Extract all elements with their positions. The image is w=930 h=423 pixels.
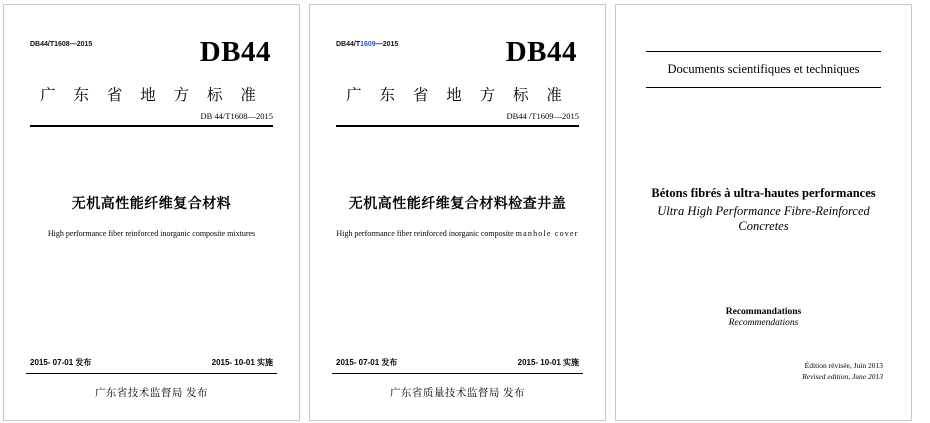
document-subtitle-spaced: manhole cover: [515, 229, 579, 238]
edition-info: [802, 361, 883, 382]
standard-code-top-prefix: DB44/T: [336, 41, 361, 48]
issue-date: 2015- 07-01 发布: [336, 358, 398, 367]
document-kind-fr: Recommandations: [725, 307, 802, 317]
header-divider: [30, 125, 273, 127]
publication-dates: [336, 357, 579, 368]
standard-series-title: 广 东 省 地 方 标 准: [346, 87, 569, 104]
edition-fr: Édition révisée, Juin 2013: [804, 361, 883, 370]
document-cover-db44-1608[interactable]: [3, 4, 300, 421]
effective-date: 2015- 10-01 实施: [211, 358, 273, 367]
publication-dates: [30, 357, 273, 368]
document-title: 无机高性能纤维复合材料检查井盖: [348, 197, 567, 212]
publisher-line: 广东省技术监督局 发布: [94, 388, 209, 399]
document-kind-en: Recommendations: [728, 318, 799, 328]
document-title-en: Ultra High Performance Fibre-Reinforced Concretes: [657, 204, 870, 233]
publisher-line: 广东省质量技术监督局 发布: [389, 388, 526, 399]
standard-code-top-suffix: —2015: [375, 41, 399, 48]
footer-divider: [26, 373, 277, 374]
standard-code-top-text: DB44/T1608—2015: [30, 41, 93, 48]
db44-logo: DB44: [199, 36, 271, 68]
standard-number: DB 44/T1608—2015: [200, 111, 273, 121]
db44-logo: DB44: [505, 36, 577, 68]
document-subtitle: [336, 229, 579, 238]
document-cover-db44-1609[interactable]: [309, 4, 606, 421]
document-title: 无机高性能纤维复合材料: [71, 197, 232, 212]
effective-date: 2015- 10-01 实施: [517, 358, 579, 367]
edition-en: Revised edition, June 2013: [802, 371, 883, 381]
header-top-divider: [646, 51, 881, 52]
document-cover-uhpfrc-recommendations[interactable]: [615, 4, 912, 421]
issue-date: 2015- 07-01 发布: [30, 358, 92, 367]
standard-series-title: 广 东 省 地 方 标 准: [40, 87, 263, 104]
header-divider: [336, 125, 579, 127]
document-subtitle: High performance fiber reinforced inorganic composite mixtures: [47, 229, 256, 238]
document-title-fr: Bétons fibrés à ultra-hautes performances: [651, 186, 876, 200]
standard-code-top-number: 1609: [360, 41, 376, 48]
footer-divider: [332, 373, 583, 374]
standard-number: DB44 /T1609—2015: [506, 111, 579, 121]
document-subtitle-main: High performance fiber reinforced inorganic composite: [336, 229, 514, 238]
cover-content: [616, 5, 911, 420]
collection-title: Documents scientifiques et techniques: [667, 62, 860, 76]
header-bottom-divider: [646, 87, 881, 88]
